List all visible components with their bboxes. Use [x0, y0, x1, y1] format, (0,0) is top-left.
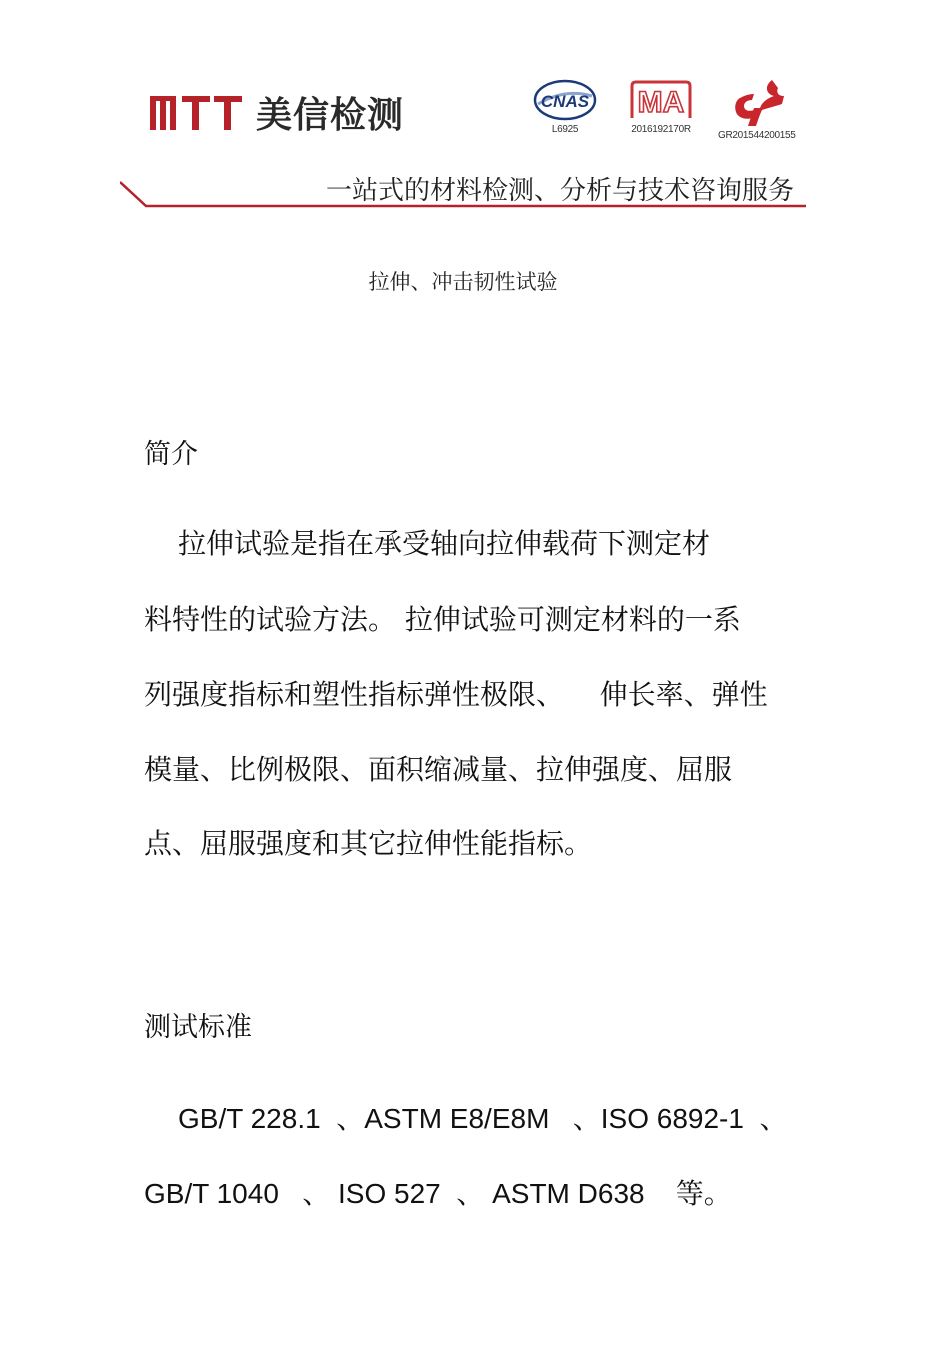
document-title: 拉伸、冲击韧性试验: [368, 270, 558, 294]
company-logo: [150, 88, 404, 136]
slogan-text: 一站式的材料检测、分析与技术咨询服务: [325, 176, 794, 206]
slogan-banner: [120, 168, 810, 212]
cma-code: 2016192170R: [631, 124, 691, 135]
standards-line-2: GB/T 1040 、 ISO 527 、 ASTM D638 等。: [144, 1178, 732, 1209]
cma-certification: [624, 78, 698, 135]
intro-line-3: 列强度指标和塑性指标弹性极限、 伸长率、弹性: [144, 678, 768, 711]
mtt-logo-icon: [150, 92, 248, 132]
intro-line-2: 料特性的试验方法。 拉伸试验可测定材料的一系: [144, 603, 741, 636]
section-heading-standards: 测试标准: [144, 1012, 252, 1043]
svg-text:CNAS: CNAS: [540, 92, 590, 111]
cma-logo-icon: [624, 78, 698, 122]
intro-line-1: 拉伸试验是指在承受轴向拉伸载荷下测定材: [178, 527, 711, 560]
hightech-logo-icon: [722, 78, 792, 128]
cnas-code: L6925: [551, 124, 579, 135]
section-heading-intro: 简介: [144, 439, 198, 470]
hightech-certification: [718, 78, 796, 141]
logo-text: 美信检测: [256, 94, 405, 136]
cnas-logo-icon: [532, 78, 598, 122]
svg-text:MA: MA: [637, 86, 685, 119]
hightech-code: GR201544200155: [718, 130, 796, 141]
standards-line-1: GB/T 228.1 、ASTM E8/E8M 、ISO 6892-1 、: [178, 1103, 788, 1134]
cnas-certification: [532, 78, 598, 135]
intro-line-5: 点、屈服强度和其它拉伸性能指标。: [144, 827, 593, 860]
intro-line-4: 模量、比例极限、面积缩减量、拉伸强度、屈服: [144, 753, 733, 786]
